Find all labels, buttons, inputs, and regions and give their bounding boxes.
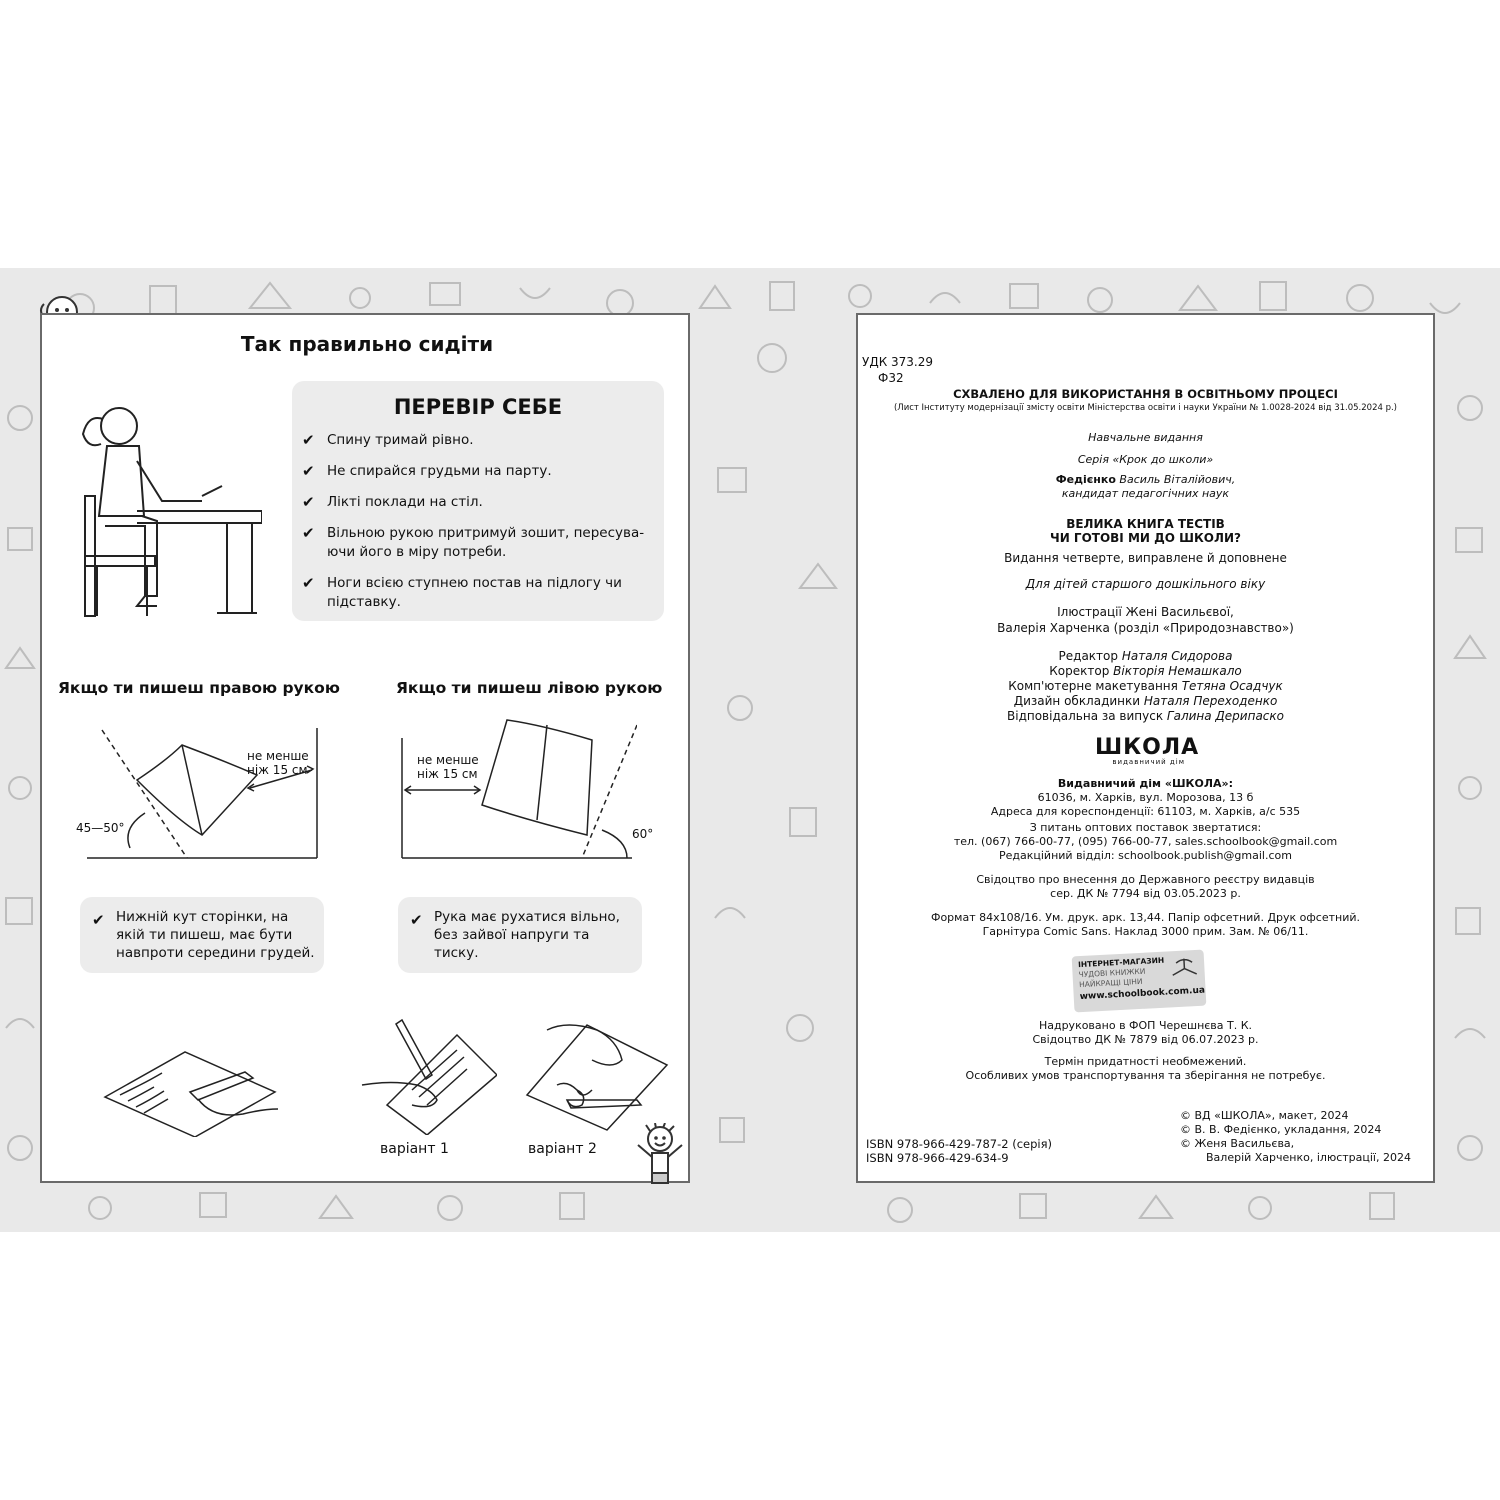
- illustrations-2: Валерія Харченка (розділ «Природознавство»): [997, 621, 1294, 635]
- credit-responsible: Відповідальна за випуск Галина Дерипаско: [1007, 709, 1284, 723]
- variant-2-illustration: [517, 1015, 677, 1135]
- publisher-address: 61036, м. Харків, вул. Морозова, 13 б: [1037, 791, 1254, 804]
- book-title-line-2: ЧИ ГОТОВІ МИ ДО ШКОЛИ?: [1050, 531, 1241, 545]
- book-title-line-1: ВЕЛИКА КНИГА ТЕСТІВ: [1066, 517, 1225, 531]
- storage-conditions: Особливих умов транспортування та зберігання не потребує.: [965, 1069, 1326, 1082]
- right-distance-label: не менше ніж 15 см: [247, 749, 309, 777]
- copyright-4: Валерій Харченко, ілюстрації, 2024: [1206, 1151, 1411, 1164]
- phones: тел. (067) 766-00-77, (095) 766-00-77, sales.schoolbook@gmail.com: [953, 835, 1338, 848]
- format-info-1: Формат 84x108/16. Ум. друк. арк. 13,44. Папір офсетний. Друк офсетний.: [930, 911, 1361, 924]
- check-item: ✔ Вільною рукою притримуй зошит, пересува-ючи його в міру потреби.: [302, 524, 645, 560]
- credit-editor: Редактор Наталя Сидорова: [1058, 649, 1233, 663]
- check-item: ✔ Лікті поклади на стіл.: [302, 493, 483, 511]
- sitting-girl-illustration: [67, 391, 262, 621]
- right-hand-heading: Якщо ти пишеш правою рукою: [58, 679, 340, 697]
- approved-line: СХВАЛЕНО ДЛЯ ВИКОРИСТАННЯ В ОСВІТНЬОМУ ПРОЦЕСІ: [953, 387, 1338, 401]
- check-mark-icon: ✔: [92, 911, 105, 929]
- check-mark-icon: ✔: [302, 574, 315, 592]
- right-page: [856, 313, 1435, 1183]
- right-angle-label: 45—50°: [76, 821, 125, 835]
- boy-mascot-icon: [632, 1123, 688, 1185]
- printed-by: Надруковано в ФОП Черешнєва Т. К.: [1038, 1019, 1253, 1032]
- right-hand-writing-illustration: [100, 1037, 280, 1137]
- variant-1-label: варіант 1: [380, 1141, 449, 1157]
- check-yourself-box: [292, 381, 664, 621]
- editorial-contact: Редакційний відділ: schoolbook.publish@gmail.com: [999, 849, 1292, 862]
- illustrations-1: Ілюстрації Жені Васильєвої,: [1057, 605, 1234, 619]
- series: Серія «Крок до школи»: [1077, 453, 1214, 466]
- left-hand-notebook-diagram: [397, 715, 637, 860]
- copyright-1: © ВД «ШКОЛА», макет, 2024: [1180, 1109, 1349, 1122]
- shelf-life: Термін придатності необмежений.: [1044, 1055, 1247, 1068]
- online-shop-badge: ІНТЕРНЕТ-МАГАЗИН ЧУДОВІ КНИЖКИ НАЙКРАЩІ ЦІНИ www.schoolbook.com.ua: [1072, 950, 1207, 1013]
- left-angle-label: 60°: [632, 827, 654, 841]
- variant-1-illustration: [357, 1015, 497, 1135]
- note-hand-movement: ✔ Рука має рухатися вільно, без зайвої напруги та тиску.: [398, 897, 642, 973]
- credit-layout: Комп'ютерне макетування Тетяна Осадчук: [1008, 679, 1283, 693]
- right-hand-notebook-diagram: [82, 720, 322, 860]
- left-page: [40, 313, 690, 1183]
- author: Федієнко Василь Віталійович,: [1055, 473, 1236, 486]
- check-item: ✔ Спину тримай рівно.: [302, 431, 474, 449]
- page-title: Так правильно сидіти: [240, 332, 494, 356]
- format-info-2: Гарнітура Comic Sans. Наклад 3000 прим. Зам. № 06/11.: [982, 925, 1309, 938]
- check-mark-icon: ✔: [302, 462, 315, 480]
- udk-code: УДК 373.29: [862, 355, 934, 369]
- book-bird-icon: [1170, 954, 1199, 981]
- printer-certificate: Свідоцтво ДК № 7879 від 06.07.2023 р.: [1032, 1033, 1259, 1046]
- check-mark-icon: ✔: [410, 911, 423, 929]
- check-item: ✔ Ноги всією ступнею постав на підлогу чи підставку.: [302, 574, 622, 610]
- note-page-corner: ✔ Нижній кут сторінки, на якій ти пишеш, має бути навпроти середини грудей.: [80, 897, 324, 973]
- book-spread: [0, 268, 1500, 1232]
- check-heading: ПЕРЕВІР СЕБЕ: [393, 395, 563, 419]
- credit-corrector: Коректор Вікторія Немашкало: [1049, 664, 1242, 678]
- check-mark-icon: ✔: [302, 524, 315, 542]
- left-hand-heading: Якщо ти пишеш лівою рукою: [396, 679, 663, 697]
- udk-code-2: Ф32: [878, 371, 904, 385]
- copyright-2: © В. В. Федієнко, укладання, 2024: [1180, 1123, 1382, 1136]
- edition-info: Видання четверте, виправлене й доповнене: [1004, 551, 1287, 565]
- left-distance-label: не менше ніж 15 см: [417, 753, 479, 781]
- publisher-name: Видавничий дім «ШКОЛА»:: [1057, 777, 1234, 790]
- correspondence-address: Адреса для кореспонденції: 61103, м. Харків, а/с 535: [990, 805, 1301, 818]
- wholesale-contact: З питань оптових поставок звертатися:: [1029, 821, 1262, 834]
- publisher-logo: ШКОЛА видавничий дім: [1095, 735, 1200, 766]
- isbn-series: ISBN 978-966-429-787-2 (серія): [866, 1137, 1052, 1151]
- audience: Для дітей старшого дошкільного віку: [1025, 577, 1266, 591]
- check-mark-icon: ✔: [302, 431, 315, 449]
- check-item: ✔ Не спирайся грудьми на парту.: [302, 462, 552, 480]
- variant-2-label: варіант 2: [528, 1141, 597, 1157]
- isbn-book: ISBN 978-966-429-634-9: [866, 1151, 1009, 1165]
- author-degree: кандидат педагогічних наук: [1061, 487, 1230, 500]
- certificate-2: сер. ДК № 7794 від 03.05.2023 р.: [1050, 887, 1241, 900]
- edition-type: Навчальне видання: [1088, 431, 1203, 444]
- credit-cover: Дизайн обкладинки Наталя Переходенко: [1013, 694, 1278, 708]
- certificate-1: Свідоцтво про внесення до Державного реєстру видавців: [976, 873, 1315, 886]
- check-mark-icon: ✔: [302, 493, 315, 511]
- approval-letter: (Лист Інституту модернізації змісту освіти Міністерства освіти і науки України № 1.0028-2024 від 31.05.2024 р.): [893, 403, 1397, 413]
- copyright-3: © Женя Васильєва,: [1180, 1137, 1295, 1150]
